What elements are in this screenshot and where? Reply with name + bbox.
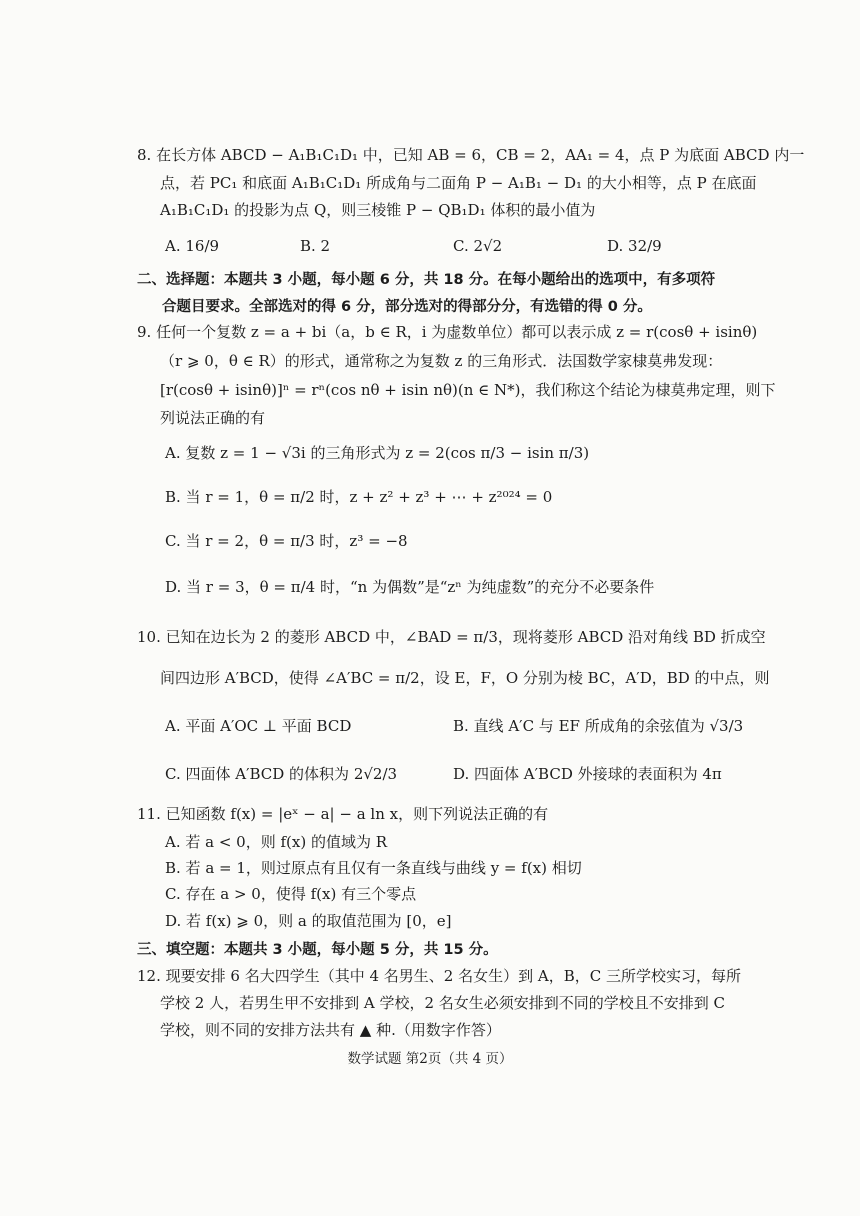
question-9-option-b: B. 当 r = 1，θ = π/2 时，z + z² + z³ + ⋯ + z²⁰²⁴ = 0 — [165, 488, 553, 506]
question-8-line-1: 8. 在长方体 ABCD − A₁B₁C₁D₁ 中，已知 AB = 6，CB = 2，AA₁ = 4，点 P 为底面 ABCD 内一 — [137, 146, 805, 164]
question-11-option-a: A. 若 a < 0，则 f(x) 的值域为 R — [165, 833, 388, 851]
question-10-line-2: 间四边形 A′BCD，使得 ∠A′BC = π/2，设 E，F，O 分别为棱 BC，A′D，BD 的中点，则 — [160, 669, 770, 687]
question-8-line-3: A₁B₁C₁D₁ 的投影为点 Q，则三棱锥 P − QB₁D₁ 体积的最小值为 — [160, 201, 596, 219]
question-10-line-1: 10. 已知在边长为 2 的菱形 ABCD 中，∠BAD = π/3，现将菱形 ABCD 沿对角线 BD 折成空 — [137, 628, 766, 646]
question-9-option-a: A. 复数 z = 1 − √3i 的三角形式为 z = 2(cos π/3 − isin π/3) — [165, 444, 590, 462]
question-12-line-1: 12. 现要安排 6 名大四学生（其中 4 名男生、2 名女生）到 A，B，C 三所学校实习，每所 — [137, 967, 741, 985]
question-10-option-d: D. 四面体 A′BCD 外接球的表面积为 4π — [453, 765, 722, 783]
question-11-line-1: 11. 已知函数 f(x) = |eˣ − a| − a ln x，则下列说法正确的有 — [137, 805, 549, 823]
question-8-line-2: 点，若 PC₁ 和底面 A₁B₁C₁D₁ 所成角与二面角 P − A₁B₁ − D₁ 的大小相等，点 P 在底面 — [160, 174, 757, 192]
question-12-line-2: 学校 2 人，若男生甲不安排到 A 学校，2 名女生必须安排到不同的学校且不安排到 C — [160, 994, 726, 1012]
question-8-option-a: A. 16/9 — [165, 237, 220, 255]
question-10-option-b: B. 直线 A′C 与 EF 所成角的余弦值为 √3/3 — [453, 717, 744, 735]
question-9-option-c: C. 当 r = 2，θ = π/3 时，z³ = −8 — [165, 532, 408, 550]
page-footer: 数学试题 第2页（共 4 页） — [347, 1051, 513, 1067]
question-11-option-d: D. 若 f(x) ⩾ 0，则 a 的取值范围为 [0，e] — [165, 912, 452, 930]
question-8-option-b: B. 2 — [300, 237, 331, 255]
question-11-option-b: B. 若 a = 1，则过原点有且仅有一条直线与曲线 y = f(x) 相切 — [165, 859, 582, 877]
section-2-heading-line-1: 二、选择题：本题共 3 小题，每小题 6 分，共 18 分。在每小题给出的选项中，有多项符 — [137, 272, 716, 288]
question-9-line-4: 列说法正确的有 — [160, 409, 266, 427]
question-9-line-2: （r ⩾ 0，θ ∈ R）的形式，通常称之为复数 z 的三角形式．法国数学家棣莫弗发现： — [160, 352, 723, 370]
question-9-option-d: D. 当 r = 3，θ = π/4 时，“n 为偶数”是“zⁿ 为纯虚数”的充分不必要条件 — [165, 578, 655, 596]
question-8-option-d: D. 32/9 — [607, 237, 662, 255]
question-8-option-c: C. 2√2 — [453, 237, 503, 255]
question-10-option-a: A. 平面 A′OC ⊥ 平面 BCD — [165, 717, 352, 735]
question-12-line-3: 学校，则不同的安排方法共有 ▲ 种.（用数字作答） — [160, 1021, 501, 1039]
section-3-heading-line-1: 三、填空题：本题共 3 小题，每小题 5 分，共 15 分。 — [137, 942, 498, 958]
section-2-heading-line-2: 合题目要求。全部选对的得 6 分，部分选对的得部分分，有选错的得 0 分。 — [162, 299, 652, 315]
question-9-line-1: 9. 任何一个复数 z = a + bi（a，b ∈ R，i 为虚数单位）都可以表示成 z = r(cosθ + isinθ) — [137, 323, 758, 341]
question-11-option-c: C. 存在 a > 0，使得 f(x) 有三个零点 — [165, 885, 417, 903]
question-9-line-3: [r(cosθ + isinθ)]ⁿ = rⁿ(cos nθ + isin nθ)(n ∈ N*)，我们称这个结论为棣莫弗定理，则下 — [160, 381, 776, 399]
question-10-option-c: C. 四面体 A′BCD 的体积为 2√2/3 — [165, 765, 398, 783]
